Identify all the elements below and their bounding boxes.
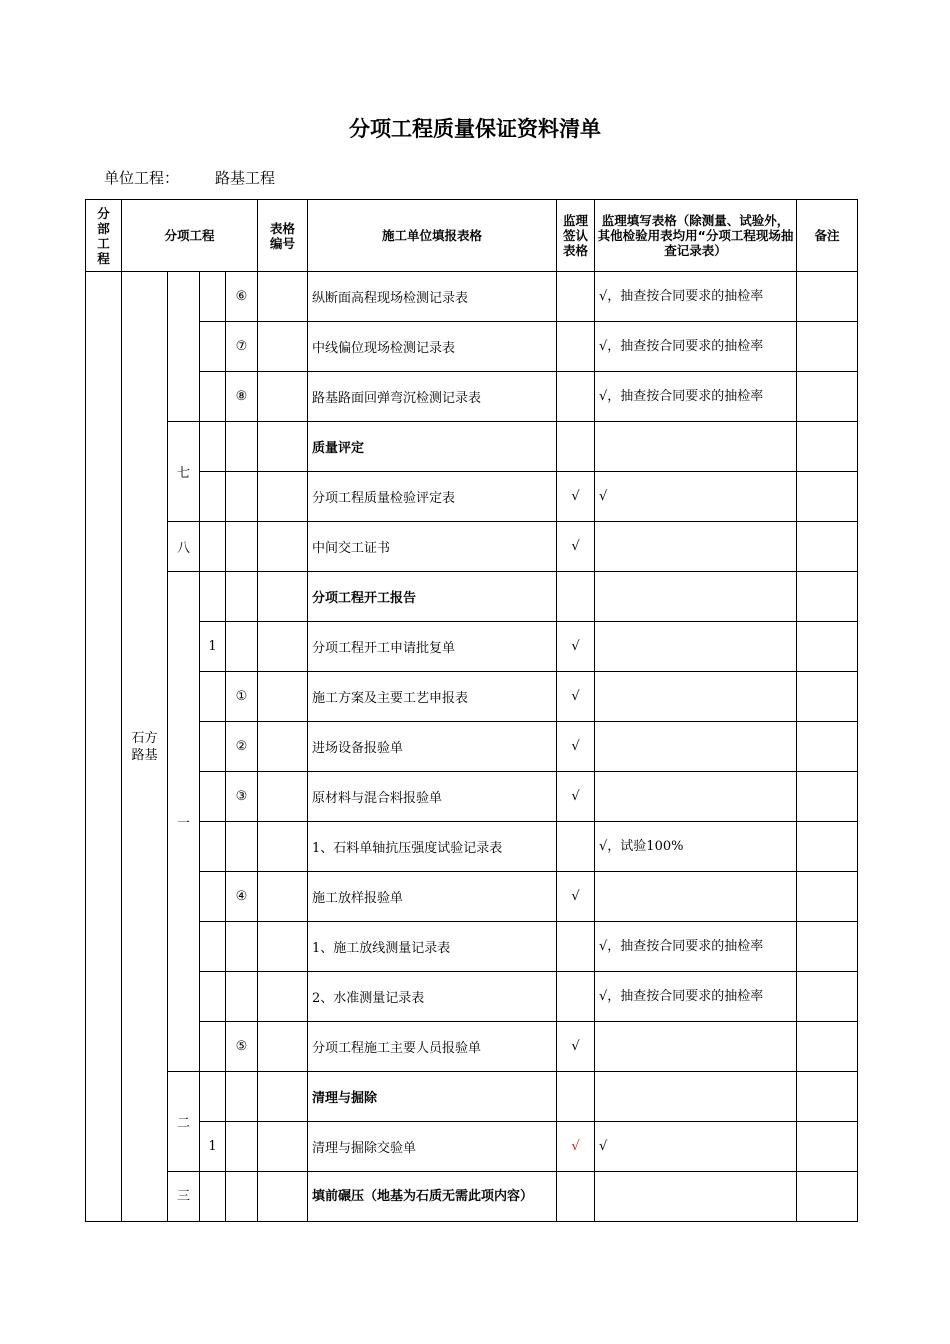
form-no-cell bbox=[258, 822, 308, 872]
sign-cell: √ bbox=[557, 872, 595, 922]
remarks-cell bbox=[797, 722, 858, 772]
fill-cell bbox=[595, 722, 797, 772]
sign-cell: √ bbox=[557, 622, 595, 672]
form-no-cell bbox=[258, 422, 308, 472]
symbol-cell: ⑤ bbox=[226, 1022, 258, 1072]
form-no-cell bbox=[258, 322, 308, 372]
sign-cell bbox=[557, 322, 595, 372]
symbol-cell: ③ bbox=[226, 772, 258, 822]
remarks-cell bbox=[797, 1122, 858, 1172]
remarks-cell bbox=[797, 272, 858, 322]
num-cell bbox=[200, 922, 226, 972]
sign-cell bbox=[557, 272, 595, 322]
fill-cell bbox=[595, 1022, 797, 1072]
page-title: 分项工程质量保证资料清单 bbox=[349, 117, 601, 141]
table-row bbox=[86, 672, 858, 722]
num-cell bbox=[200, 672, 226, 722]
sign-cell bbox=[557, 822, 595, 872]
form-no-cell bbox=[258, 272, 308, 322]
form-no-cell bbox=[258, 872, 308, 922]
num-cell bbox=[200, 1072, 226, 1122]
table-row bbox=[86, 1172, 858, 1222]
table-row bbox=[86, 972, 858, 1022]
sign-cell: √ bbox=[557, 1022, 595, 1072]
form-name-cell: 质量评定 bbox=[308, 422, 557, 472]
form-no-cell bbox=[258, 722, 308, 772]
seq-cell-seven: 七 bbox=[168, 422, 200, 522]
table-row bbox=[86, 822, 858, 872]
num-cell bbox=[200, 872, 226, 922]
sign-cell: √ bbox=[557, 722, 595, 772]
seq-cell-one: 一 bbox=[168, 572, 200, 1072]
table-row bbox=[86, 422, 858, 472]
fill-cell: √，抽查按合同要求的抽检率 bbox=[595, 922, 797, 972]
table-row bbox=[86, 622, 858, 672]
form-no-cell bbox=[258, 472, 308, 522]
num-cell bbox=[200, 772, 226, 822]
remarks-cell bbox=[797, 372, 858, 422]
fill-cell: √，抽查按合同要求的抽检率 bbox=[595, 972, 797, 1022]
remarks-cell bbox=[797, 972, 858, 1022]
fill-cell bbox=[595, 622, 797, 672]
num-cell bbox=[200, 572, 226, 622]
form-name-cell: 1、石料单轴抗压强度试验记录表 bbox=[308, 822, 557, 872]
fill-cell bbox=[595, 872, 797, 922]
num-cell bbox=[200, 272, 226, 322]
num-cell bbox=[200, 522, 226, 572]
header-remarks: 备注 bbox=[797, 200, 858, 272]
fill-cell bbox=[595, 572, 797, 622]
table-row bbox=[86, 522, 858, 572]
num-cell bbox=[200, 372, 226, 422]
symbol-cell bbox=[226, 1072, 258, 1122]
form-name-cell: 中线偏位现场检测记录表 bbox=[308, 322, 557, 372]
header-supervisor-fill: 监理填写表格（除测量、试验外，其他检验用表均用“分项工程现场抽查记录表） bbox=[595, 200, 797, 272]
fill-cell bbox=[595, 1172, 797, 1222]
division-cell bbox=[86, 272, 122, 1222]
fill-cell: √，抽查按合同要求的抽检率 bbox=[595, 322, 797, 372]
form-no-cell bbox=[258, 972, 308, 1022]
form-no-cell bbox=[258, 672, 308, 722]
fill-cell: √，抽查按合同要求的抽检率 bbox=[595, 272, 797, 322]
symbol-cell bbox=[226, 522, 258, 572]
table-row bbox=[86, 372, 858, 422]
remarks-cell bbox=[797, 622, 858, 672]
remarks-cell bbox=[797, 422, 858, 472]
form-name-cell: 中间交工证书 bbox=[308, 522, 557, 572]
header-contractor-forms: 施工单位填报表格 bbox=[308, 200, 557, 272]
form-name-cell: 分项工程施工主要人员报验单 bbox=[308, 1022, 557, 1072]
num-cell bbox=[200, 722, 226, 772]
num-cell: 1 bbox=[200, 622, 226, 672]
form-name-cell: 施工放样报验单 bbox=[308, 872, 557, 922]
symbol-cell bbox=[226, 1172, 258, 1222]
remarks-cell bbox=[797, 872, 858, 922]
form-name-cell: 1、施工放线测量记录表 bbox=[308, 922, 557, 972]
remarks-cell bbox=[797, 672, 858, 722]
table-row bbox=[86, 1022, 858, 1072]
sign-cell bbox=[557, 922, 595, 972]
form-name-cell: 2、水准测量记录表 bbox=[308, 972, 557, 1022]
seq-cell-eight: 八 bbox=[168, 522, 200, 572]
seq-cell bbox=[168, 272, 200, 422]
symbol-cell: ① bbox=[226, 672, 258, 722]
sign-cell-highlighted: √ bbox=[557, 1122, 595, 1172]
seq-cell-two: 二 bbox=[168, 1072, 200, 1172]
form-no-cell bbox=[258, 372, 308, 422]
remarks-cell bbox=[797, 822, 858, 872]
form-no-cell bbox=[258, 1122, 308, 1172]
form-no-cell bbox=[258, 572, 308, 622]
header-form-no: 表格 编号 bbox=[258, 200, 308, 272]
sign-cell bbox=[557, 972, 595, 1022]
header-row bbox=[86, 200, 858, 272]
symbol-cell bbox=[226, 822, 258, 872]
symbol-cell bbox=[226, 922, 258, 972]
table-row bbox=[86, 922, 858, 972]
unit-project-line bbox=[104, 167, 275, 188]
fill-cell bbox=[595, 1072, 797, 1122]
sign-cell: √ bbox=[557, 522, 595, 572]
num-cell bbox=[200, 822, 226, 872]
table-row bbox=[86, 472, 858, 522]
form-name-cell: 填前碾压（地基为石质无需此项内容） bbox=[308, 1172, 557, 1222]
remarks-cell bbox=[797, 1072, 858, 1122]
sign-cell bbox=[557, 372, 595, 422]
header-subitem: 分项工程 bbox=[122, 200, 258, 272]
fill-cell bbox=[595, 772, 797, 822]
form-no-cell bbox=[258, 1172, 308, 1222]
table-row bbox=[86, 322, 858, 372]
symbol-cell: ⑧ bbox=[226, 372, 258, 422]
sign-cell bbox=[557, 422, 595, 472]
table-row bbox=[86, 272, 858, 322]
form-name-cell: 分项工程开工申请批复单 bbox=[308, 622, 557, 672]
num-cell bbox=[200, 422, 226, 472]
form-name-cell: 分项工程质量检验评定表 bbox=[308, 472, 557, 522]
unit-project-value: 路基工程 bbox=[215, 169, 276, 187]
form-no-cell bbox=[258, 1072, 308, 1122]
table-row bbox=[86, 772, 858, 822]
subitem-name-cell: 石方 路基 bbox=[122, 272, 168, 1222]
symbol-cell bbox=[226, 622, 258, 672]
sign-cell: √ bbox=[557, 472, 595, 522]
remarks-cell bbox=[797, 1022, 858, 1072]
symbol-cell bbox=[226, 1122, 258, 1172]
form-name-cell: 纵断面高程现场检测记录表 bbox=[308, 272, 557, 322]
fill-cell: √ bbox=[595, 472, 797, 522]
symbol-cell bbox=[226, 972, 258, 1022]
form-no-cell bbox=[258, 622, 308, 672]
fill-cell bbox=[595, 522, 797, 572]
num-cell bbox=[200, 1022, 226, 1072]
header-supervisor-sign: 监理 签认 表格 bbox=[557, 200, 595, 272]
table-row bbox=[86, 1122, 858, 1172]
form-no-cell bbox=[258, 922, 308, 972]
remarks-cell bbox=[797, 522, 858, 572]
remarks-cell bbox=[797, 772, 858, 822]
header-division: 分 部 工 程 bbox=[86, 200, 122, 272]
num-cell bbox=[200, 322, 226, 372]
sign-cell: √ bbox=[557, 772, 595, 822]
symbol-cell bbox=[226, 472, 258, 522]
fill-cell: √，试验100% bbox=[595, 822, 797, 872]
symbol-cell: ② bbox=[226, 722, 258, 772]
form-name-cell: 清理与掘除 bbox=[308, 1072, 557, 1122]
form-no-cell bbox=[258, 522, 308, 572]
symbol-cell: ⑦ bbox=[226, 322, 258, 372]
remarks-cell bbox=[797, 572, 858, 622]
table-row bbox=[86, 572, 858, 622]
form-name-cell: 分项工程开工报告 bbox=[308, 572, 557, 622]
sign-cell bbox=[557, 572, 595, 622]
symbol-cell: ⑥ bbox=[226, 272, 258, 322]
remarks-cell bbox=[797, 472, 858, 522]
table-row bbox=[86, 722, 858, 772]
form-name-cell: 原材料与混合料报验单 bbox=[308, 772, 557, 822]
num-cell: 1 bbox=[200, 1122, 226, 1172]
form-name-cell: 施工方案及主要工艺申报表 bbox=[308, 672, 557, 722]
form-name-cell: 清理与掘除交验单 bbox=[308, 1122, 557, 1172]
symbol-cell bbox=[226, 572, 258, 622]
num-cell bbox=[200, 472, 226, 522]
fill-cell: √ bbox=[595, 1122, 797, 1172]
sign-cell bbox=[557, 1172, 595, 1222]
symbol-cell: ④ bbox=[226, 872, 258, 922]
sign-cell: √ bbox=[557, 672, 595, 722]
num-cell bbox=[200, 1172, 226, 1222]
remarks-cell bbox=[797, 322, 858, 372]
fill-cell: √，抽查按合同要求的抽检率 bbox=[595, 372, 797, 422]
fill-cell bbox=[595, 672, 797, 722]
quality-docs-table bbox=[85, 199, 858, 1222]
remarks-cell bbox=[797, 922, 858, 972]
table-row bbox=[86, 872, 858, 922]
table-row bbox=[86, 1072, 858, 1122]
form-name-cell: 路基路面回弹弯沉检测记录表 bbox=[308, 372, 557, 422]
remarks-cell bbox=[797, 1172, 858, 1222]
form-no-cell bbox=[258, 1022, 308, 1072]
fill-cell bbox=[595, 422, 797, 472]
num-cell bbox=[200, 972, 226, 1022]
sign-cell bbox=[557, 1072, 595, 1122]
symbol-cell bbox=[226, 422, 258, 472]
form-no-cell bbox=[258, 772, 308, 822]
form-name-cell: 进场设备报验单 bbox=[308, 722, 557, 772]
seq-cell-three: 三 bbox=[168, 1172, 200, 1222]
unit-project-label: 单位工程： bbox=[104, 169, 180, 187]
